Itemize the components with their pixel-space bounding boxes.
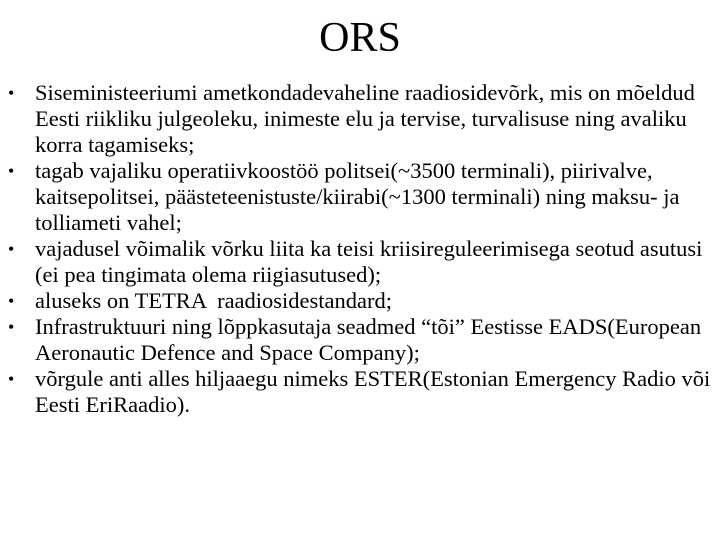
- bullet-item: [0, 314, 720, 366]
- bullet-icon: •: [8, 291, 15, 311]
- bullet-text: vajadusel võimalik võrku liita ka teisi kriisireguleerimisega seotud asutusi (ei pea tingimata olema riigiasutused);: [35, 236, 708, 287]
- bullet-text: tagab vajaliku operatiivkoostöö politsei(~3500 terminali), piirivalve, kaitsepolitsei, päästeteenistuste/kiirabi(~1300 terminali) ning maksu- ja tolliameti vahel;: [35, 158, 686, 235]
- bullet-icon: •: [8, 369, 15, 389]
- bullet-text: Infrastruktuuri ning lõppkasutaja seadmed “tõi” Eestisse EADS(European Aeronautic Defence and Space Company);: [35, 314, 706, 365]
- bullet-icon: •: [8, 83, 15, 103]
- bullet-text: Siseministeeriumi ametkondadevaheline raadiosidevõrk, mis on mõeldud Eesti riikliku julgeoleku, inimeste elu ja tervise, turvalisuse ning avaliku korra tagamiseks;: [35, 80, 701, 157]
- bullet-list: [0, 80, 720, 418]
- bullet-text: aluseks on TETRA raadiosidestandard;: [35, 288, 393, 313]
- bullet-item: [0, 366, 720, 418]
- bullet-item: [0, 80, 720, 158]
- bullet-icon: •: [8, 239, 15, 259]
- bullet-icon: •: [8, 317, 15, 337]
- bullet-item: [0, 288, 720, 314]
- bullet-text: võrgule anti alles hiljaaegu nimeks ESTER(Estonian Emergency Radio või Eesti EriRaadio).: [35, 366, 716, 417]
- bullet-item: [0, 236, 720, 288]
- bullet-icon: •: [8, 161, 15, 181]
- bullet-item: [0, 158, 720, 236]
- slide-title: ORS: [319, 15, 401, 61]
